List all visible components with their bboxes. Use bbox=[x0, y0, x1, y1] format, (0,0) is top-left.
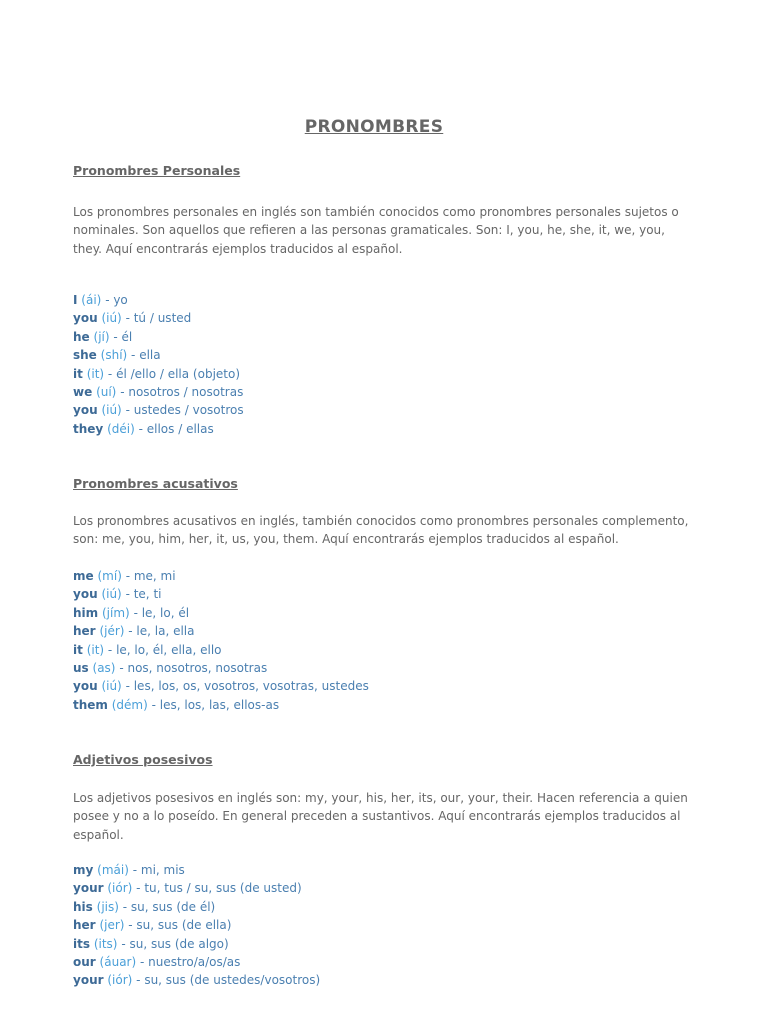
pronoun-list-acusativos bbox=[73, 567, 369, 714]
list-item bbox=[73, 585, 369, 603]
pronoun-word: I bbox=[73, 293, 78, 307]
translation: - su, sus (de ustedes/vosotros) bbox=[136, 973, 321, 988]
list-item bbox=[73, 696, 369, 714]
translation: - yo bbox=[105, 293, 128, 307]
list-item bbox=[73, 659, 369, 677]
pronoun-word: his bbox=[73, 899, 93, 914]
translation: - mi, mis bbox=[132, 863, 185, 877]
section-paragraph-personales: Los pronombres personales en inglés son también conocidos como pronombres personales sujetos o nominales. Son aquellos que refieren a las personas gramaticales. Son: I, you, he, she, it, we, you, they. Aquí encontrarás ejemplos traducidos al español. bbox=[73, 205, 679, 256]
translation: - él bbox=[113, 329, 133, 344]
pronoun-word: your bbox=[73, 881, 104, 896]
pronoun-word: her bbox=[73, 624, 96, 639]
section-heading-posesivos: Adjetivos posesivos bbox=[73, 752, 213, 767]
translation: - él /ello / ella (objeto) bbox=[107, 366, 241, 381]
pronoun-word: it bbox=[73, 366, 83, 381]
section-heading-acusativos: Pronombres acusativos bbox=[73, 476, 238, 491]
pronunciation: (jér) bbox=[99, 624, 125, 639]
pronunciation: (jí) bbox=[93, 329, 110, 344]
list-item bbox=[73, 328, 244, 346]
translation: - le, lo, él bbox=[133, 605, 190, 620]
pronoun-word: our bbox=[73, 955, 96, 970]
pronunciation: (as) bbox=[92, 661, 116, 676]
translation: - les, los, os, vosotros, vosotras, ustedes bbox=[125, 679, 369, 694]
pronoun-word: you bbox=[73, 679, 98, 694]
pronoun-word: her bbox=[73, 918, 96, 933]
translation: - nuestro/a/os/as bbox=[139, 955, 241, 970]
pronunciation: (dém) bbox=[111, 697, 148, 712]
pronunciation: (uí) bbox=[96, 385, 117, 400]
pronunciation: (déi) bbox=[107, 421, 135, 436]
pronoun-word: we bbox=[73, 385, 93, 400]
pronoun-word: him bbox=[73, 605, 99, 620]
list-item bbox=[73, 309, 244, 327]
translation: - le, lo, él, ella, ello bbox=[107, 642, 222, 657]
list-item bbox=[73, 879, 320, 897]
translation: - le, la, ella bbox=[128, 624, 195, 639]
section-paragraph-posesivos: Los adjetivos posesivos en inglés son: my, your, his, her, its, our, your, their. Hacen referencia a quien posee y no a lo poseído. En general preceden a sustantivos. Aquí encontrarás ejemplos traducidos al español. bbox=[73, 791, 688, 842]
list-item bbox=[73, 401, 244, 419]
pronunciation: (áuar) bbox=[99, 955, 137, 970]
pronoun-word: me bbox=[73, 569, 94, 583]
list-item bbox=[73, 567, 369, 585]
translation: - su, sus (de él) bbox=[122, 899, 216, 914]
pronunciation: (iú) bbox=[101, 587, 122, 602]
translation: - te, ti bbox=[125, 587, 162, 602]
list-item bbox=[73, 365, 244, 383]
pronoun-word: its bbox=[73, 936, 90, 951]
pronunciation: (iú) bbox=[101, 679, 122, 694]
list-item bbox=[73, 291, 244, 309]
pronunciation: (shí) bbox=[100, 348, 128, 363]
list-item bbox=[73, 420, 244, 438]
pronoun-word: us bbox=[73, 661, 89, 676]
translation: - nos, nosotros, nosotras bbox=[119, 661, 268, 676]
pronunciation: (mái) bbox=[97, 863, 129, 877]
pronunciation: (iór) bbox=[107, 973, 133, 988]
translation: - me, mi bbox=[125, 569, 176, 583]
list-item bbox=[73, 622, 369, 640]
pronoun-word: you bbox=[73, 311, 98, 326]
translation: - tú / usted bbox=[125, 311, 192, 326]
translation: - su, sus (de ella) bbox=[128, 918, 232, 933]
pronoun-word: they bbox=[73, 421, 104, 436]
pronoun-list-posesivos bbox=[73, 861, 320, 990]
pronoun-word: your bbox=[73, 973, 104, 988]
pronunciation: (jím) bbox=[102, 605, 130, 620]
page-title: PRONOMBRES bbox=[304, 117, 444, 137]
pronunciation: (it) bbox=[86, 366, 105, 381]
pronoun-word: he bbox=[73, 329, 90, 344]
pronoun-list-personales bbox=[73, 291, 244, 438]
translation: - les, los, las, ellos-as bbox=[151, 697, 280, 712]
list-item bbox=[73, 935, 320, 953]
pronunciation: (jis) bbox=[96, 899, 119, 914]
translation: - ellos / ellas bbox=[138, 421, 214, 436]
pronunciation: (mí) bbox=[97, 569, 122, 583]
pronunciation: (iór) bbox=[107, 881, 133, 896]
pronoun-word: it bbox=[73, 642, 83, 657]
pronoun-word: she bbox=[73, 348, 97, 363]
pronoun-word: you bbox=[73, 587, 98, 602]
translation: - su, sus (de algo) bbox=[121, 936, 229, 951]
pronunciation: (jer) bbox=[99, 918, 125, 933]
list-item bbox=[73, 641, 369, 659]
list-item bbox=[73, 677, 369, 695]
pronoun-word: my bbox=[73, 863, 94, 877]
pronunciation: (it) bbox=[86, 642, 105, 657]
translation: - tu, tus / su, sus (de usted) bbox=[136, 881, 302, 896]
translation: - ustedes / vosotros bbox=[125, 403, 244, 418]
list-item bbox=[73, 916, 320, 934]
pronoun-word: you bbox=[73, 403, 98, 418]
pronunciation: (ái) bbox=[81, 293, 102, 307]
section-heading-personales: Pronombres Personales bbox=[73, 163, 241, 178]
list-item bbox=[73, 971, 320, 989]
list-item bbox=[73, 898, 320, 916]
list-item bbox=[73, 604, 369, 622]
section-paragraph-acusativos: Los pronombres acusativos en inglés, también conocidos como pronombres personales complemento, son: me, you, him, her, it, us, you, them. Aquí encontrarás ejemplos traducidos al español. bbox=[73, 514, 689, 547]
pronunciation: (its) bbox=[93, 936, 118, 951]
list-item bbox=[73, 383, 244, 401]
list-item bbox=[73, 953, 320, 971]
pronunciation: (iú) bbox=[101, 403, 122, 418]
pronoun-word: them bbox=[73, 697, 108, 712]
list-item bbox=[73, 861, 320, 879]
translation: - ella bbox=[131, 348, 161, 363]
translation: - nosotros / nosotras bbox=[120, 385, 244, 400]
list-item bbox=[73, 346, 244, 364]
pronunciation: (iú) bbox=[101, 311, 122, 326]
